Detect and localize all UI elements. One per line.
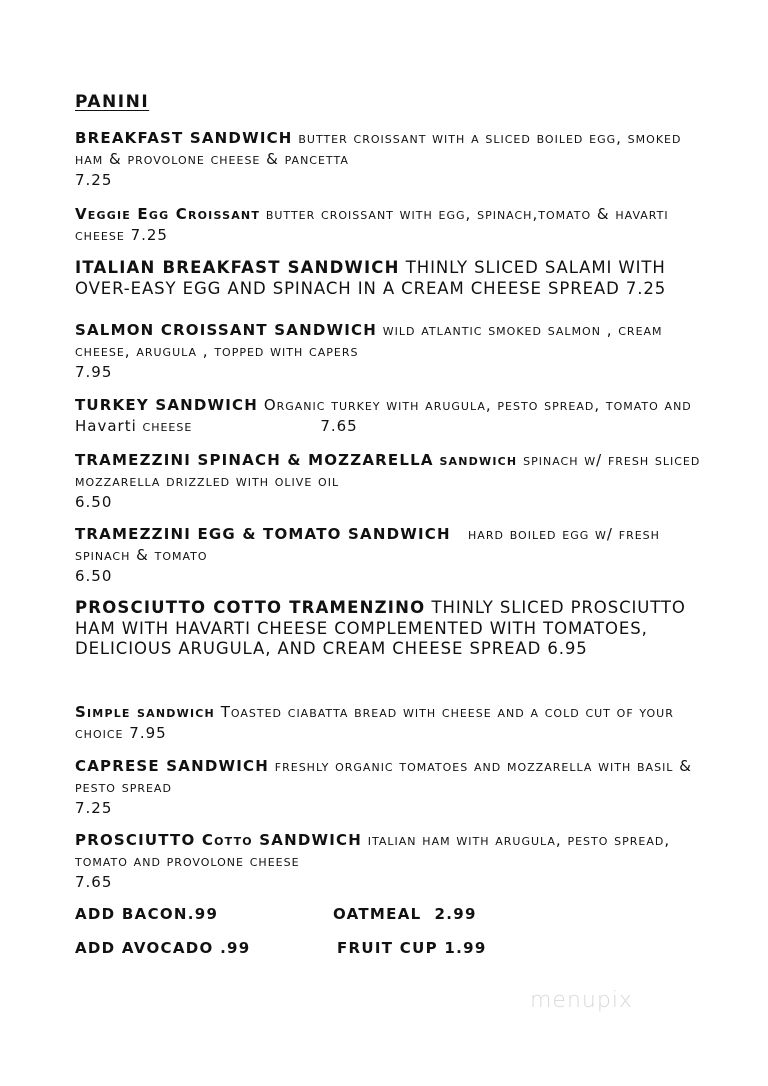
- menu-item-caprese-sandwich: [75, 756, 715, 819]
- item-name: SALMON CROISSANT SANDWICH: [75, 321, 377, 339]
- item-description: spinach w/ fresh sliced mozzarella drizzled with olive oil: [75, 451, 701, 490]
- item-name: Veggie Egg Croissant: [75, 205, 261, 223]
- item-name: BREAKFAST SANDWICH: [75, 129, 293, 147]
- item-description: Organic turkey with arugula, pesto spread, tomato and Havarti cheese: [75, 396, 692, 435]
- item-name: CAPRESE SANDWICH: [75, 757, 269, 775]
- menu-item-italian-breakfast-sandwich: [75, 258, 725, 299]
- item-description: freshly organic tomatoes and mozzarella with basil & pesto spread: [75, 757, 692, 796]
- item-price: 7.25: [75, 799, 113, 817]
- item-name: TURKEY SANDWICH: [75, 396, 259, 414]
- item-price: 7.65: [320, 417, 358, 435]
- item-price: 7.25: [130, 226, 168, 244]
- item-price: 6.50: [75, 567, 113, 585]
- item-name: TRAMEZZINI EGG & TOMATO SANDWICH: [75, 525, 451, 543]
- addon-avocado: ADD AVOCADO .99: [75, 939, 251, 957]
- menu-item-turkey-sandwich: [75, 395, 715, 437]
- item-name: Simple sandwich: [75, 703, 215, 721]
- item-name-suffix: sandwich: [439, 451, 518, 469]
- menu-item-simple-sandwich: [75, 702, 715, 744]
- item-price: 7.25: [625, 278, 667, 298]
- addon-bacon: ADD BACON.99: [75, 905, 219, 923]
- menu-item-tramezzini-egg-tomato: [75, 524, 715, 587]
- menu-item-prosciutto-cotto-sandwich: [75, 830, 715, 893]
- item-price: 6.95: [547, 639, 588, 658]
- menu-item-breakfast-sandwich: [75, 128, 715, 191]
- menu-item-veggie-egg-croissant: [75, 204, 715, 246]
- item-description: wild atlantic smoked salmon , cream cheese, arugula , topped with capers: [75, 321, 663, 360]
- item-price: 7.95: [75, 363, 113, 381]
- item-price: 7.95: [129, 724, 167, 742]
- item-name: PROSCIUTTO Cotto SANDWICH: [75, 831, 362, 849]
- item-description: hard boiled egg w/ fresh spinach & tomato: [75, 525, 660, 564]
- item-description: italian ham with arugula, pesto spread, tomato and provolone cheese: [75, 831, 671, 870]
- item-price: 7.65: [75, 873, 113, 891]
- item-description: butter croissant with a sliced boiled egg, smoked ham & provolone cheese & pancetta: [75, 129, 682, 168]
- watermark-logo: menupix: [530, 988, 633, 1013]
- addon-oatmeal: OATMEAL 2.99: [333, 905, 477, 923]
- menu-item-tramezzini-spinach-mozzarella: [75, 450, 715, 513]
- item-description: Toasted ciabatta bread with cheese and a cold cut of your choice: [75, 703, 674, 742]
- item-description: THINLY SLICED PROSCIUTTO HAM WITH HAVARTI CHEESE COMPLEMENTED WITH TOMATOES, DELICIOUS ARUGULA, AND CREAM CHEESE SPREAD: [75, 598, 686, 658]
- menu-item-salmon-croissant-sandwich: [75, 320, 715, 383]
- addon-fruit-cup: FRUIT CUP 1.99: [337, 939, 487, 957]
- item-name: TRAMEZZINI SPINACH & MOZZARELLA: [75, 451, 434, 469]
- item-price: 6.50: [75, 493, 113, 511]
- menu-item-prosciutto-cotto-tramenzino: [75, 598, 725, 660]
- item-price: 7.25: [75, 171, 113, 189]
- item-description: THINLY SLICED SALAMI WITH OVER-EASY EGG AND SPINACH IN A CREAM CHEESE SPREAD: [75, 258, 666, 298]
- section-heading-panini: PANINI: [75, 92, 150, 112]
- item-description: butter croissant with egg, spinach,tomato & havarti cheese: [75, 205, 669, 244]
- item-name: PROSCIUTTO COTTO TRAMENZINO: [75, 598, 426, 617]
- item-name: ITALIAN BREAKFAST SANDWICH: [75, 258, 400, 277]
